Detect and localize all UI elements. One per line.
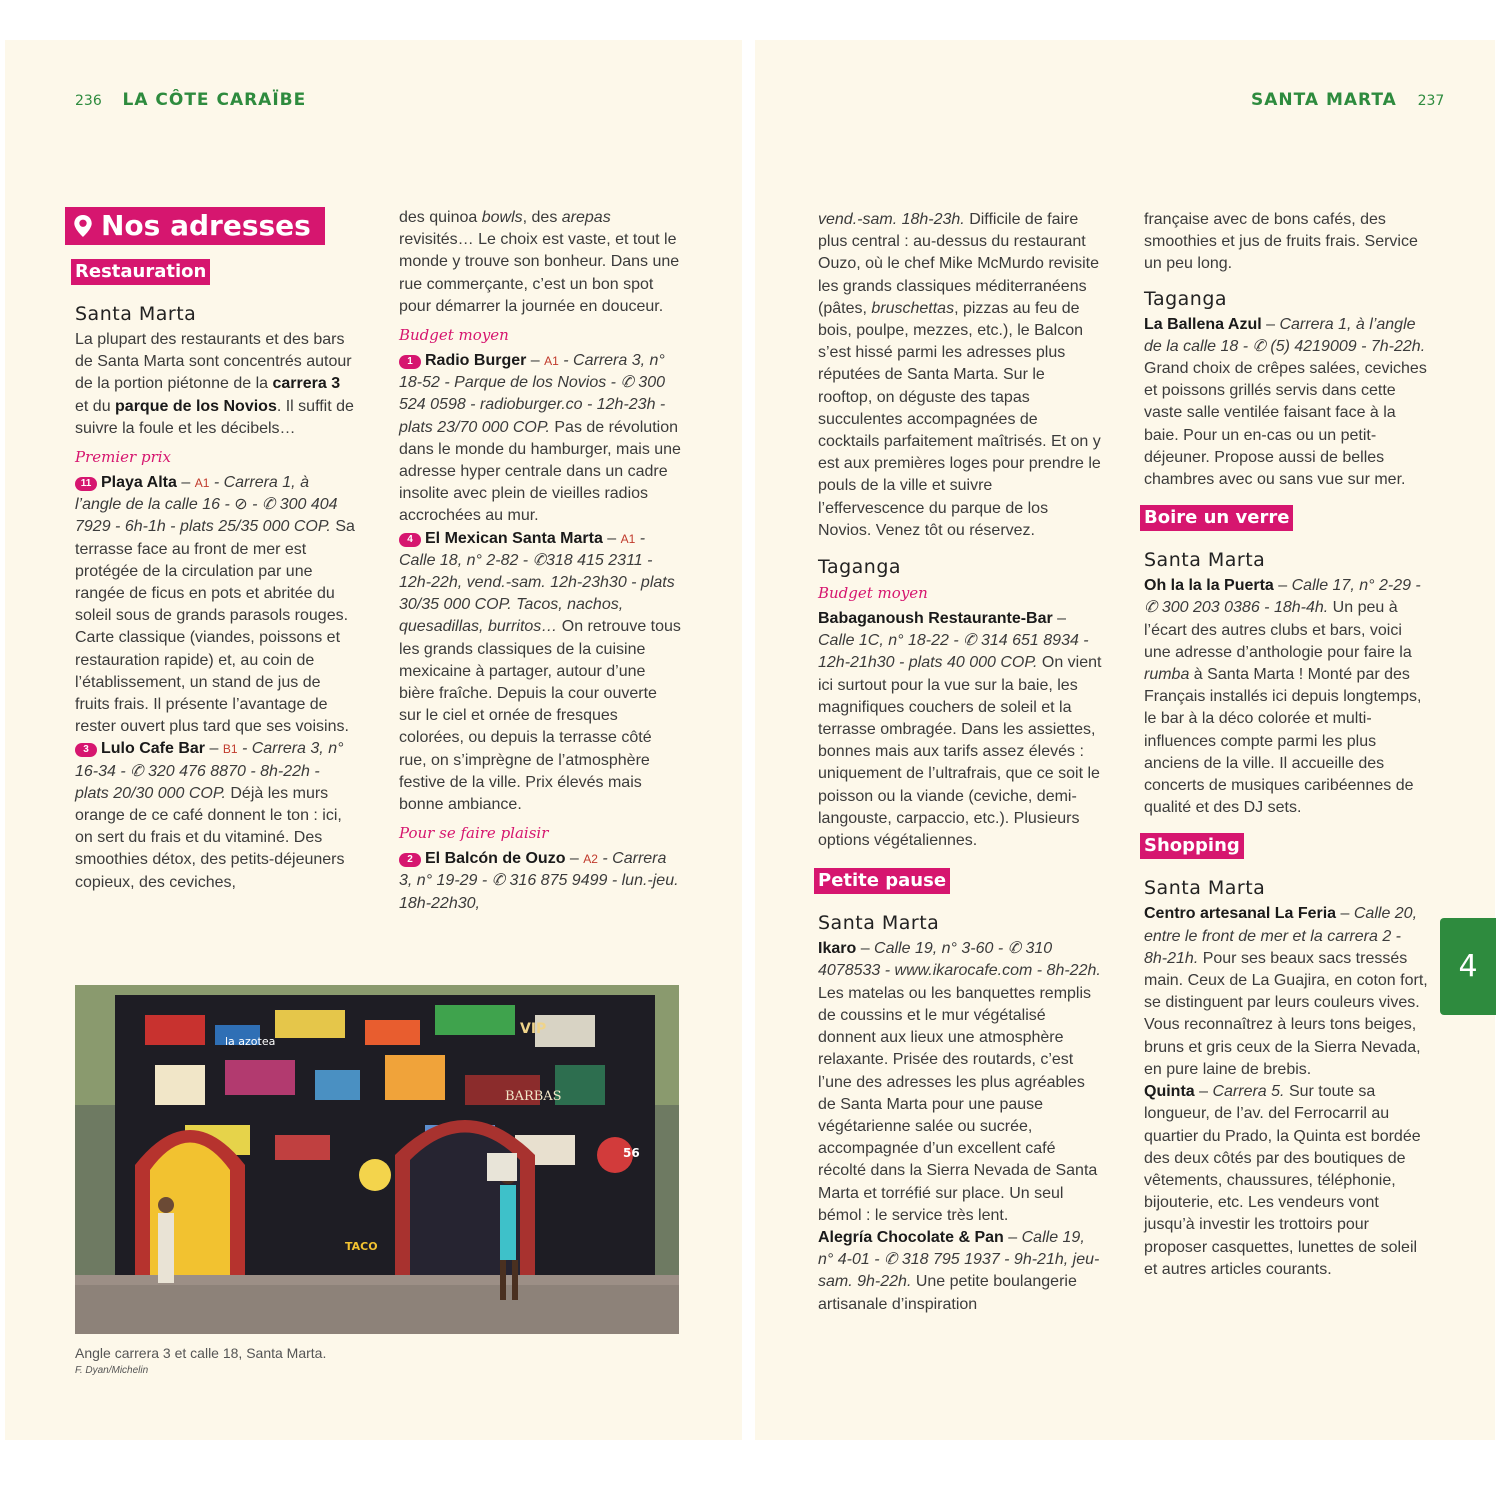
listing-name: Radio Burger: [425, 352, 527, 370]
budget-moyen: Budget moyen: [399, 326, 509, 345]
listing-name: Babaganoush Restaurante-Bar: [818, 610, 1053, 628]
listing-address: - Carrera 1, à l’angle de la calle 16 -: [75, 474, 309, 514]
sep: –: [1273, 577, 1292, 595]
right-page: [755, 40, 1495, 1440]
listing-name: Lulo Cafe Bar: [101, 740, 206, 758]
chapter-tab[interactable]: 4: [1440, 918, 1496, 1015]
listing-address: Carrera 1, à l’angle de la calle 18 - ✆ (5) 4219009 - 7h-22h.: [1144, 315, 1426, 355]
text-italic: bruschettas: [871, 299, 955, 317]
sep: –: [1052, 610, 1067, 628]
listing-name: Ikaro: [818, 940, 857, 958]
map-ref: A1: [620, 531, 636, 546]
listing-el-mexican: [399, 528, 683, 817]
running-title: LA CÔTE CARAÏBE: [122, 90, 307, 110]
listing-lulo-cafe: [75, 738, 357, 893]
section-boire-un-verre: Boire un verre: [1140, 505, 1293, 531]
city-santa-marta-3: Santa Marta: [1144, 549, 1266, 572]
photo-sign-3: VIP: [520, 1021, 547, 1037]
listing-radio-burger: [399, 350, 683, 528]
text: revisités… Le choix est vaste, et tout le monde y trouve son bonheur. Dans une rue commerçante, c’est un bon spot pour démarrer la journée en douceur.: [399, 231, 680, 315]
listing-text: Sa terrasse face au front de mer est protégée de la circulation par une rangée de ficus en pots et abritée du soleil sous de grands parasols rouges. Carte classique (viandes, poissons et restauration rapide) et, au coin de l’établissement, un stand de jus de fruits frais. Il présente l’avantage de rester ouvert plus tard que ses voisins.: [75, 518, 355, 736]
listing-address: Calle 1C, n° 18-22 - ✆ 314 651 8934 - 12h-21h30 - plats 40 000 COP.: [818, 632, 1089, 672]
city-taganga-2: Taganga: [1144, 287, 1228, 310]
listing-text: On retrouve tous les grands classiques de la cuisine mexicaine à partager, autour d’une bière fraîche. Depuis la cour ouverte sur le ciel et ornée de fresques colorées, ou depuis la terrasse côté rue, on s’imprègne de l’atmosphère festive de la ville. Prix élevés mais bonne ambiance.: [399, 618, 681, 814]
listing-address: Calle 19, n° 4-01 - ✆ 318 795 1937 - 9h-21h, jeu-sam. 9h-22h.: [818, 1228, 1100, 1291]
listing-address: - Carrera 3, n° 16-34 - ✆ 320 476 8870 - 8h-22h - plats 20/30 000 COP.: [75, 740, 344, 802]
sep: –: [1336, 905, 1350, 923]
section-petite-pause: Petite pause: [814, 868, 950, 894]
text: des quinoa: [399, 209, 482, 226]
sep: –: [526, 352, 545, 370]
text-italic: bowls: [481, 209, 523, 226]
text-italic: vend.-sam. 18h-23h.: [818, 211, 965, 228]
nos-adresses-heading: [65, 207, 325, 245]
column-3: [818, 209, 1102, 1316]
map-pin-icon: [73, 215, 93, 237]
sep: –: [1261, 315, 1280, 333]
sep: –: [1003, 1228, 1022, 1246]
photo-sign-1: la azotea: [225, 1035, 276, 1048]
budget-moyen-taganga: Budget moyen: [818, 584, 928, 603]
listing-address: - Calle 18, n° 2-82 - ✆318 415 2311 - 12h-22h, vend.-sam. 12h-23h30 - plats 30/35 000 COP. Tacos, nachos, quesadillas, burritos…: [399, 529, 675, 636]
map-badge: 1: [399, 355, 421, 369]
text-italic: arepas: [561, 209, 611, 226]
page-number: 237: [1417, 93, 1445, 109]
listing-text-italic: rumba: [1144, 666, 1190, 684]
section-restauration: Restauration: [71, 259, 210, 285]
photo-caption: Angle carrera 3 et calle 18, Santa Marta.: [75, 1345, 327, 1361]
column-2: [399, 207, 683, 915]
running-head-left: [75, 90, 306, 110]
listing-el-balcon: [399, 848, 683, 915]
listing-la-ballena-azul: [1144, 314, 1428, 492]
listing-address: Carrera 5.: [1212, 1083, 1285, 1101]
map-badge: 2: [399, 853, 421, 867]
listing-text: Grand choix de crêpes salées, ceviches et poissons grillés servis dans cette vaste salle ventilée faisant face à la baie. Pour un en-cas ou un petit-déjeuner. Propose aussi de belles chambres avec ou sans vue sur mer.: [1144, 360, 1427, 489]
page-number: 236: [75, 93, 102, 109]
intro-text: . Il suffit de suivre la foule et les décibels…: [75, 397, 354, 437]
listing-address: - Carrera 3, n° 19-29 - ✆ 316 875 9499 - lun.-jeu. 18h-22h30,: [399, 850, 679, 912]
listing-babaganoush: [818, 608, 1102, 852]
text: , pizzas au feu de bois, poulpe, mezzes, etc.), le Balcon s’est hissé parmi les adresses plus réputées de Santa Marta. Sur le rooftop, on déguste des tapas succulentes accompagnées de cocktails parfaitement maîtrisés. Et on y est aux premières loges pour prendre le pouls de la ville et suivre l’effervescence du parque de los Novios. Venez tôt ou réservez.: [818, 299, 1101, 539]
listing-name: Centro artesanal La Feria: [1144, 905, 1337, 923]
listing-centro-artesanal: [1144, 903, 1428, 1081]
listing-oh-la-la: [1144, 575, 1428, 819]
listing-playa-alta: [75, 472, 357, 738]
listing-contact: - ✆ 300 404 7929 - 6h-1h - plats 25/35 000 COP.: [75, 496, 338, 536]
photo-sign-5: TACO: [345, 1240, 378, 1253]
continued-alegria-text: française avec de bons cafés, des smoothies et jus de fruits frais. Service un peu long.: [1144, 211, 1418, 273]
text: , des: [522, 209, 562, 226]
section-shopping: Shopping: [1140, 833, 1244, 859]
intro-bold-parque: parque de los Novios: [115, 397, 277, 415]
photo-illustration: [75, 985, 679, 1334]
listing-text: Déjà les murs orange de ce café donnent le ton : ici, on sert du frais et du vitaminé. Des smoothies détox, des petits-déjeuners copieux, des ceviches,: [75, 784, 345, 891]
sep: –: [565, 850, 584, 868]
listing-name: El Mexican Santa Marta: [425, 529, 603, 547]
closed-day-icon: ⊘: [234, 496, 248, 514]
city-santa-marta-2: Santa Marta: [818, 912, 940, 935]
listing-text: Sur toute sa longueur, de l’av. del Ferrocarril au quartier du Prado, la Quinta est bordée des deux côtés par des boutiques de vêtements, chaussures, téléphonie, bijouterie, etc. Les vendeurs vont jusqu’à investir les trottoirs pour proposer casquettes, lunettes de soleil et autres articles courants.: [1144, 1083, 1421, 1278]
city-santa-marta: Santa Marta: [75, 303, 197, 325]
listing-alegria: [818, 1227, 1102, 1316]
listing-text: Une petite boulangerie artisanale d’inspiration: [818, 1273, 1077, 1313]
photo-sign-4: 56: [623, 1146, 640, 1160]
listing-address: Calle 19, n° 3-60 - ✆ 310 4078533 - www.ikarocafe.com - 8h-22h.: [818, 940, 1101, 980]
map-ref: B1: [222, 742, 238, 757]
continued-paragraph: [399, 207, 683, 318]
intro-bold-carrera: carrera 3: [272, 375, 341, 393]
map-badge: 4: [399, 533, 421, 547]
listing-quinta: [1144, 1081, 1428, 1281]
listing-text: Les matelas ou les banquettes remplis de coussins et le mur végétalisé donnent aux lieux une atmosphère relaxante. Prisée des routards, c’est l’une des adresses les plus agréables de Santa Marta pour une pause végétarienne salée ou sucrée, accompagnée d’un excellent café récolté dans la Sierra Nevada de Santa Marta et torréfié sur place. Un seul bémol : le service très lent.: [818, 984, 1098, 1224]
listing-text: Un peu à l’écart des autres clubs et bars, voici une adresse d’anthologie pour faire la: [1144, 599, 1412, 661]
map-badge: 11: [75, 477, 97, 491]
listing-text: Pour ses beaux sacs tressés main. Ceux de La Guajira, en coton fort, se distinguent par leurs couleurs vives. Vous reconnaîtrez à leurs tons beiges, bruns et gris ceux de la Sierra Nevada, en pure laine de brebis.: [1144, 949, 1428, 1078]
listing-name: El Balcón de Ouzo: [425, 850, 566, 868]
column-4: [1144, 209, 1428, 1281]
running-title: SANTA MARTA: [1251, 90, 1397, 110]
sep: –: [602, 529, 621, 547]
street-photo: [75, 985, 679, 1334]
city-santa-marta-4: Santa Marta: [1144, 877, 1266, 900]
listing-address: Calle 20, entre le front de mer et la carrera 2 - 8h-21h.: [1144, 905, 1418, 967]
continued-balcon-text: [818, 209, 1102, 542]
map-ref: A1: [544, 354, 559, 369]
photo-sign-2: BARBAS: [505, 1089, 562, 1104]
map-ref: A2: [583, 852, 598, 867]
listing-address: Calle 17, n° 2-29 - ✆ 300 203 0386 - 18h-4h.: [1144, 577, 1421, 617]
listing-text: On vient ici surtout pour la vue sur la baie, les magnifiques couchers de soleil et la terrasse ombragée. Dans les assiettes, bonnes mais aux tarifs assez élevés : uniquement de l’ultrafrais, que ce soit le poisson ou la viande (ceviche, demi-langouste, carpaccio, etc.). Plusieurs options végétaliennes.: [818, 654, 1102, 850]
listing-ikaro: [818, 938, 1102, 1227]
budget-premier-prix: Premier prix: [75, 448, 172, 467]
photo-credit: F. Dyan/Michelin: [75, 1365, 149, 1376]
left-page: [5, 40, 742, 1440]
listing-name: Alegría Chocolate & Pan: [818, 1228, 1004, 1246]
column-1: [75, 207, 357, 894]
listing-name: Oh la la la Puerta: [1144, 577, 1274, 595]
sep: –: [856, 940, 875, 958]
listing-name: La Ballena Azul: [1144, 315, 1262, 333]
listing-text: à Santa Marta ! Monté par des Français installés ici depuis longtemps, le bar à la déco colorée et multi-influences compte parmi les plus anciens de la ville. Il accueille des concerts de musiques caribéennes de qualité et des DJ sets.: [1144, 666, 1422, 817]
intro-text: La plupart des restaurants et des bars de Santa Marta sont concentrés autour de la portion piétonne de la: [75, 331, 352, 393]
running-head-right: [1251, 90, 1444, 110]
sep: –: [176, 474, 195, 492]
listing-text: Pas de révolution dans le monde du hamburger, mais une adresse hyper centrale dans un cadre insolite avec plein de vieilles radios accrochées au mur.: [399, 418, 681, 525]
listing-address: - Carrera 3, n° 18-52 - Parque de los Novios - ✆ 300 524 0598 - radioburger.co - 12h-23h - plats 23/70 000 COP.: [399, 352, 666, 436]
city-taganga: Taganga: [818, 556, 902, 579]
map-badge: 3: [75, 743, 97, 757]
listing-name: Quinta: [1144, 1083, 1195, 1101]
sep: –: [205, 740, 223, 758]
map-ref: A1: [194, 476, 210, 491]
budget-se-faire-plaisir: Pour se faire plaisir: [399, 824, 549, 843]
nos-adresses-label: Nos adresses: [101, 209, 311, 242]
sep: –: [1194, 1083, 1213, 1101]
text: Difficile de faire plus central : au-dessus du restaurant Ouzo, où le chef Mike McMurdo revisite les grands classiques méditerranéens (pâtes,: [818, 211, 1099, 317]
listing-name: Playa Alta: [101, 474, 177, 492]
intro-paragraph: [75, 329, 357, 440]
intro-text: et du: [75, 397, 116, 415]
